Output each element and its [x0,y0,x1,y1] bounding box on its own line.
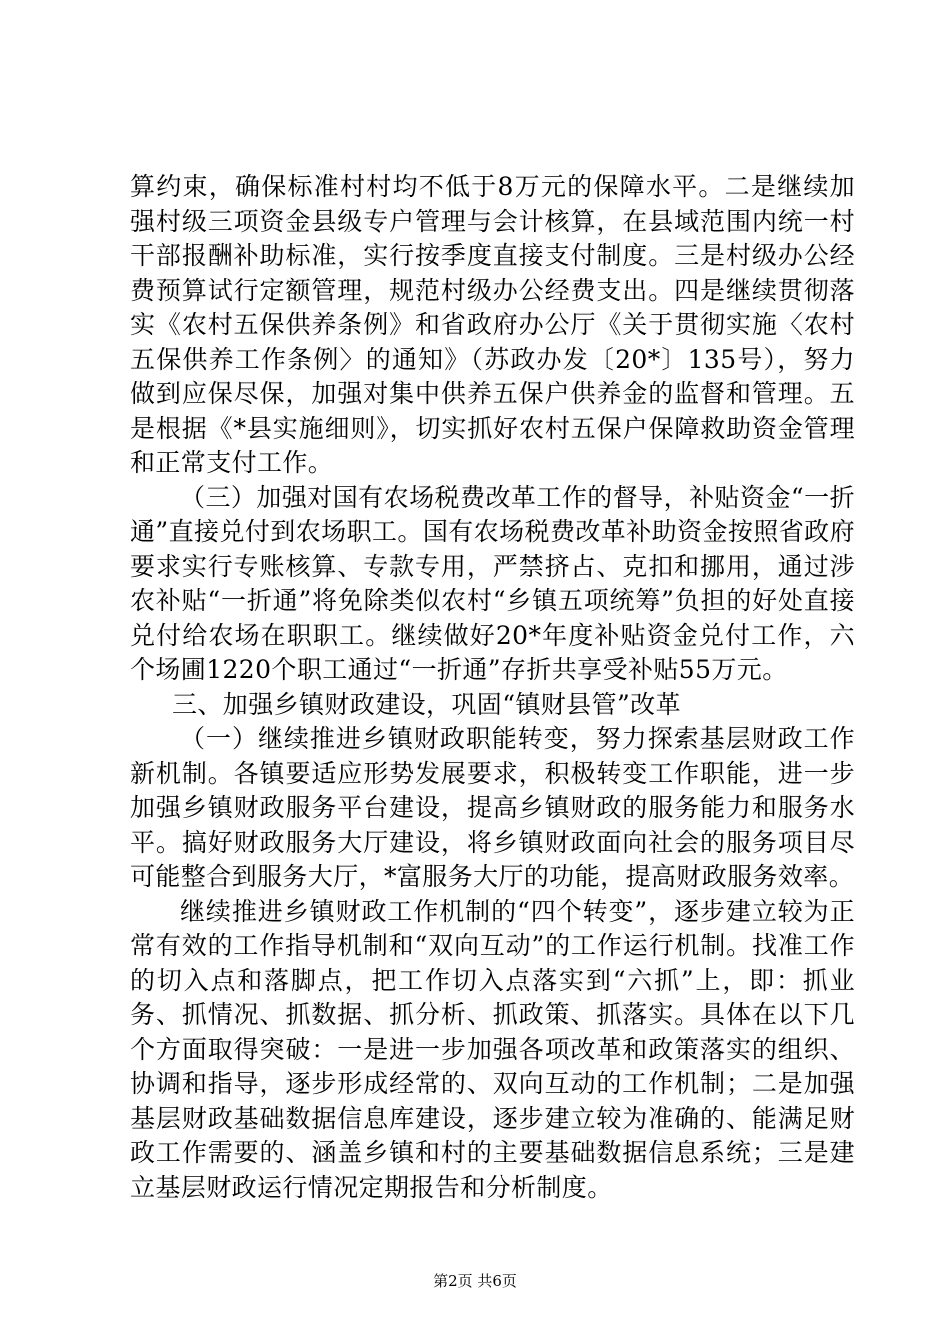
section-heading: 三、加强乡镇财政建设，巩固“镇财县管”改革 [172,689,681,719]
document-body [130,170,855,1205]
paragraph-mechanism: 继续推进乡镇财政工作机制的“四个转变”，逐步建立较为正常有效的工作指导机制和“双向互动”的工作运行机制。找准工作的切入点和落脚点，把工作切入点落实到“六抓”上，即：抓业务、抓情况、抓数据、抓分析、抓政策、抓落实。具体在以下几个方面取得突破：一是进一步加强各项改革和政策落实的组织、协调和指导，逐步形成经常的、双向互动的工作机制；二是加强基层财政基础数据信息库建设，逐步建立较为准确的、能满足财政工作需要的、涵盖乡镇和村的主要基础数据信息系统；三是建立基层财政运行情况定期报告和分析制度。 [130,896,855,1202]
paragraph-subsection-1: （一）继续推进乡镇财政职能转变，努力探索基层财政工作新机制。各镇要适应形势发展要求，积极转变工作职能，进一步加强乡镇财政服务平台建设，提高乡镇财政的服务能力和服务水平。搞好财政服务大厅建设，将乡镇财政面向社会的服务项目尽可能整合到服务大厅，*富服务大厅的功能，提高财政服务效率。 [130,724,855,891]
paragraph-continuation: 算约束，确保标准村村均不低于8万元的保障水平。二是继续加强村级三项资金县级专户管理与会计核算，在县域范围内统一村干部报酬补助标准，实行按季度直接支付制度。三是村级办公经费预算试行定额管理，规范村级办公经费支出。四是继续贯彻落实《农村五保供养条例》和省政府办公厅《关于贯彻实施〈农村五保供养工作条例〉的通知》（苏政办发〔20*〕135号），努力做到应保尽保，加强对集中供养五保户供养金的监督和管理。五是根据《*县实施细则》，切实抓好农村五保户保障救助资金管理和正常支付工作。 [130,172,855,477]
paragraph-section-3: （三）加强对国有农场税费改革工作的督导，补贴资金“一折通”直接兑付到农场职工。国有农场税费改革补助资金按照省政府要求实行专账核算、专款专用，严禁挤占、克扣和挪用，通过涉农补贴“一折通”将免除类似农村“乡镇五项统筹”负担的好处直接兑付给农场在职职工。继续做好20*年度补贴资金兑付工作，六个场圃1220个职工通过“一折通”存折共享受补贴55万元。 [130,482,855,684]
page-number-footer: 第2页 共6页 [433,1272,517,1290]
